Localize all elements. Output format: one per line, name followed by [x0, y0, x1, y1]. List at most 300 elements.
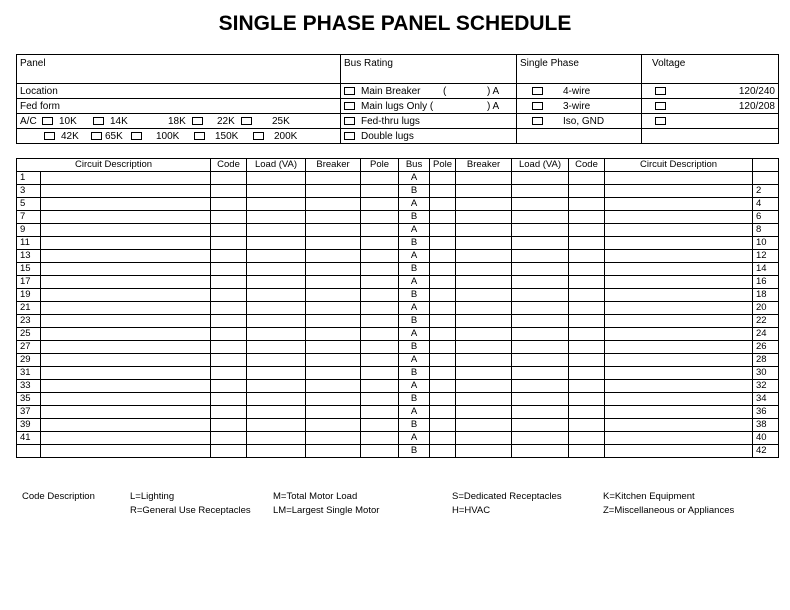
pole-left[interactable]: [361, 224, 399, 237]
load-right[interactable]: [512, 289, 569, 302]
load-right[interactable]: [512, 406, 569, 419]
code-right[interactable]: [569, 302, 605, 315]
code-right[interactable]: [569, 445, 605, 458]
rating-150k-checkbox[interactable]: [194, 132, 205, 140]
breaker-left[interactable]: [306, 406, 361, 419]
load-right[interactable]: [512, 263, 569, 276]
main-breaker-checkbox[interactable]: [344, 87, 355, 95]
breaker-left[interactable]: [306, 419, 361, 432]
pole-right[interactable]: [430, 354, 456, 367]
breaker-right[interactable]: [456, 315, 512, 328]
code-right[interactable]: [569, 393, 605, 406]
voltage-120-208-checkbox[interactable]: [655, 102, 666, 110]
voltage-blank-option[interactable]: [642, 114, 779, 129]
pole-right[interactable]: [430, 328, 456, 341]
circuit-description-right[interactable]: [605, 315, 753, 328]
bus-cell: B: [399, 419, 430, 432]
load-right[interactable]: [512, 367, 569, 380]
load-left[interactable]: [247, 224, 306, 237]
circuit-description-left[interactable]: [41, 393, 211, 406]
fed-thru-option[interactable]: [341, 114, 517, 129]
bus-cell: A: [399, 380, 430, 393]
load-left[interactable]: [247, 419, 306, 432]
code-right[interactable]: [569, 419, 605, 432]
three-wire-option[interactable]: [517, 99, 642, 114]
table-row: [17, 419, 779, 432]
three-wire-checkbox[interactable]: [532, 102, 543, 110]
circuit-description-left[interactable]: [41, 276, 211, 289]
load-left[interactable]: [247, 198, 306, 211]
circuit-description-right[interactable]: [605, 328, 753, 341]
rating-22k-checkbox[interactable]: [241, 117, 252, 125]
pole-right[interactable]: [430, 198, 456, 211]
breaker-left[interactable]: [306, 445, 361, 458]
pole-left[interactable]: [361, 406, 399, 419]
load-left[interactable]: [247, 367, 306, 380]
table-row: [17, 354, 779, 367]
breaker-left[interactable]: [306, 302, 361, 315]
rating-100k-checkbox[interactable]: [131, 132, 142, 140]
breaker-left[interactable]: [306, 341, 361, 354]
pole-right[interactable]: [430, 380, 456, 393]
pole-right[interactable]: [430, 263, 456, 276]
header-load-left: Load (VA): [247, 159, 306, 172]
circuit-description-left[interactable]: [41, 354, 211, 367]
table-row: [17, 263, 779, 276]
code-left[interactable]: [211, 224, 247, 237]
circuit-description-right[interactable]: [605, 419, 753, 432]
breaker-right[interactable]: [456, 289, 512, 302]
pole-left[interactable]: [361, 302, 399, 315]
code-right[interactable]: [569, 406, 605, 419]
load-left[interactable]: [247, 328, 306, 341]
breaker-left[interactable]: [306, 224, 361, 237]
circuit-description-left[interactable]: [41, 185, 211, 198]
breaker-left[interactable]: [306, 276, 361, 289]
circuit-description-right[interactable]: [605, 185, 753, 198]
breaker-right[interactable]: [456, 276, 512, 289]
breaker-left[interactable]: [306, 211, 361, 224]
pole-left[interactable]: [361, 354, 399, 367]
circuit-description-left[interactable]: [41, 172, 211, 185]
load-left[interactable]: [247, 185, 306, 198]
breaker-right[interactable]: [456, 185, 512, 198]
pole-right[interactable]: [430, 302, 456, 315]
circuit-description-left[interactable]: [41, 198, 211, 211]
circuit-description-left[interactable]: [41, 341, 211, 354]
bus-cell: A: [399, 302, 430, 315]
pole-right[interactable]: [430, 289, 456, 302]
main-breaker-unit: ) A: [487, 85, 500, 97]
load-left[interactable]: [247, 432, 306, 445]
breaker-right[interactable]: [456, 354, 512, 367]
pole-right[interactable]: [430, 211, 456, 224]
rating-42k-checkbox[interactable]: [44, 132, 55, 140]
code-right[interactable]: [569, 185, 605, 198]
pole-right[interactable]: [430, 315, 456, 328]
rating-14k-checkbox[interactable]: [93, 117, 104, 125]
load-left[interactable]: [247, 341, 306, 354]
code-right[interactable]: [569, 237, 605, 250]
code-description-label: Code Description: [22, 491, 95, 502]
pole-left[interactable]: [361, 419, 399, 432]
pole-left[interactable]: [361, 432, 399, 445]
breaker-left[interactable]: [306, 354, 361, 367]
pole-right[interactable]: [430, 224, 456, 237]
voltage-120-240-checkbox[interactable]: [655, 87, 666, 95]
bus-cell: A: [399, 406, 430, 419]
load-left[interactable]: [247, 393, 306, 406]
circuit-number-right: 14: [753, 263, 779, 276]
rating-42k-text: 42K: [61, 130, 79, 142]
voltage-120-208-option[interactable]: [642, 99, 779, 114]
circuit-description-left[interactable]: [41, 237, 211, 250]
load-left[interactable]: [247, 263, 306, 276]
ac-label: A/C: [20, 115, 37, 127]
bus-cell: B: [399, 367, 430, 380]
circuit-number-left: 11: [17, 237, 41, 250]
load-left[interactable]: [247, 289, 306, 302]
header-code-right: Code: [569, 159, 605, 172]
code-right[interactable]: [569, 354, 605, 367]
pole-right[interactable]: [430, 276, 456, 289]
pole-left[interactable]: [361, 341, 399, 354]
load-right[interactable]: [512, 315, 569, 328]
pole-left[interactable]: [361, 263, 399, 276]
main-lugs-checkbox[interactable]: [344, 102, 355, 110]
voltage-120-208-text: 120/208: [738, 100, 775, 112]
breaker-left[interactable]: [306, 380, 361, 393]
code-left[interactable]: [211, 432, 247, 445]
circuit-description-right[interactable]: [605, 393, 753, 406]
pole-left[interactable]: [361, 211, 399, 224]
pole-right[interactable]: [430, 237, 456, 250]
fed-thru-checkbox[interactable]: [344, 117, 355, 125]
circuit-description-left[interactable]: [41, 250, 211, 263]
pole-right[interactable]: [430, 185, 456, 198]
circuit-description-right[interactable]: [605, 263, 753, 276]
breaker-left[interactable]: [306, 289, 361, 302]
circuit-number-left: 25: [17, 328, 41, 341]
load-left[interactable]: [247, 276, 306, 289]
rating-14k-text: 14K: [110, 115, 128, 127]
circuit-description-right[interactable]: [605, 250, 753, 263]
pole-right[interactable]: [430, 172, 456, 185]
breaker-left[interactable]: [306, 367, 361, 380]
code-left[interactable]: [211, 250, 247, 263]
code-left[interactable]: [211, 406, 247, 419]
breaker-right[interactable]: [456, 367, 512, 380]
breaker-left[interactable]: [306, 328, 361, 341]
circuit-number-right: 28: [753, 354, 779, 367]
breaker-right[interactable]: [456, 198, 512, 211]
code-left[interactable]: [211, 237, 247, 250]
circuit-description-right[interactable]: [605, 406, 753, 419]
code-right[interactable]: [569, 380, 605, 393]
code-left[interactable]: [211, 380, 247, 393]
code-right[interactable]: [569, 172, 605, 185]
load-left[interactable]: [247, 380, 306, 393]
load-left[interactable]: [247, 172, 306, 185]
legend-misc: Z=Miscellaneous or Appliances: [603, 505, 735, 516]
pole-right[interactable]: [430, 445, 456, 458]
ac-rating-row-2[interactable]: [17, 129, 341, 144]
table-row: [17, 250, 779, 263]
code-right[interactable]: [569, 250, 605, 263]
breaker-right[interactable]: [456, 237, 512, 250]
code-right[interactable]: [569, 211, 605, 224]
code-left[interactable]: [211, 289, 247, 302]
breaker-left[interactable]: [306, 172, 361, 185]
pole-left[interactable]: [361, 289, 399, 302]
circuit-description-left[interactable]: [41, 224, 211, 237]
breaker-right[interactable]: [456, 445, 512, 458]
rating-10k-checkbox[interactable]: [42, 117, 53, 125]
circuit-number-left: 15: [17, 263, 41, 276]
circuit-description-left[interactable]: [41, 380, 211, 393]
breaker-right[interactable]: [456, 393, 512, 406]
four-wire-checkbox[interactable]: [532, 87, 543, 95]
bus-cell: B: [399, 237, 430, 250]
code-left[interactable]: [211, 185, 247, 198]
voltage-120-240-option[interactable]: [642, 84, 779, 99]
code-left[interactable]: [211, 302, 247, 315]
code-right[interactable]: [569, 289, 605, 302]
code-left[interactable]: [211, 172, 247, 185]
breaker-right[interactable]: [456, 380, 512, 393]
pole-left[interactable]: [361, 445, 399, 458]
pole-right[interactable]: [430, 419, 456, 432]
legend-largest-motor: LM=Largest Single Motor: [273, 505, 380, 516]
pole-left[interactable]: [361, 276, 399, 289]
load-right[interactable]: [512, 250, 569, 263]
circuit-description-left[interactable]: [41, 445, 211, 458]
load-right[interactable]: [512, 354, 569, 367]
pole-left[interactable]: [361, 328, 399, 341]
circuit-description-left[interactable]: [41, 432, 211, 445]
ac-rating-row-1[interactable]: [17, 114, 341, 129]
breaker-right[interactable]: [456, 302, 512, 315]
circuit-description-left[interactable]: [41, 211, 211, 224]
circuit-description-right[interactable]: [605, 289, 753, 302]
circuit-description-right[interactable]: [605, 276, 753, 289]
load-left[interactable]: [247, 406, 306, 419]
table-row: [17, 185, 779, 198]
circuit-number-left: 21: [17, 302, 41, 315]
circuit-number-right: 8: [753, 224, 779, 237]
double-lugs-option[interactable]: [341, 129, 517, 144]
circuit-description-left[interactable]: [41, 302, 211, 315]
rating-200k-checkbox[interactable]: [253, 132, 264, 140]
code-left[interactable]: [211, 419, 247, 432]
code-right[interactable]: [569, 432, 605, 445]
breaker-right[interactable]: [456, 172, 512, 185]
circuit-number-right: 38: [753, 419, 779, 432]
breaker-left[interactable]: [306, 263, 361, 276]
load-left[interactable]: [247, 211, 306, 224]
circuit-description-right[interactable]: [605, 211, 753, 224]
code-left[interactable]: [211, 445, 247, 458]
circuit-description-right[interactable]: [605, 198, 753, 211]
breaker-right[interactable]: [456, 328, 512, 341]
load-left[interactable]: [247, 354, 306, 367]
circuit-description-right[interactable]: [605, 237, 753, 250]
circuit-description-right[interactable]: [605, 432, 753, 445]
breaker-right[interactable]: [456, 432, 512, 445]
pole-left[interactable]: [361, 393, 399, 406]
circuit-description-left[interactable]: [41, 315, 211, 328]
circuit-description-right[interactable]: [605, 224, 753, 237]
breaker-right[interactable]: [456, 406, 512, 419]
breaker-left[interactable]: [306, 315, 361, 328]
main-breaker-option[interactable]: [341, 84, 517, 99]
pole-right[interactable]: [430, 250, 456, 263]
code-left[interactable]: [211, 276, 247, 289]
code-left[interactable]: [211, 211, 247, 224]
main-lugs-option[interactable]: [341, 99, 517, 114]
header-breaker-right: Breaker: [456, 159, 512, 172]
code-left[interactable]: [211, 367, 247, 380]
load-right[interactable]: [512, 237, 569, 250]
load-right[interactable]: [512, 419, 569, 432]
breaker-left[interactable]: [306, 185, 361, 198]
rating-65k-checkbox[interactable]: [91, 132, 102, 140]
load-left[interactable]: [247, 302, 306, 315]
circuit-description-left[interactable]: [41, 328, 211, 341]
breaker-left[interactable]: [306, 237, 361, 250]
pole-right[interactable]: [430, 341, 456, 354]
code-right[interactable]: [569, 341, 605, 354]
breaker-left[interactable]: [306, 198, 361, 211]
load-left[interactable]: [247, 237, 306, 250]
code-left[interactable]: [211, 341, 247, 354]
circuit-description-left[interactable]: [41, 289, 211, 302]
code-right[interactable]: [569, 198, 605, 211]
load-right[interactable]: [512, 393, 569, 406]
iso-gnd-checkbox[interactable]: [532, 117, 543, 125]
circuit-number-left: 37: [17, 406, 41, 419]
iso-gnd-option[interactable]: [517, 114, 642, 129]
breaker-left[interactable]: [306, 393, 361, 406]
pole-left[interactable]: [361, 185, 399, 198]
breaker-left[interactable]: [306, 250, 361, 263]
circuit-number-right: 40: [753, 432, 779, 445]
load-right[interactable]: [512, 185, 569, 198]
pole-right[interactable]: [430, 367, 456, 380]
circuit-description-right[interactable]: [605, 354, 753, 367]
load-left[interactable]: [247, 315, 306, 328]
load-right[interactable]: [512, 380, 569, 393]
fed-form-label[interactable]: Fed form: [17, 99, 341, 114]
load-right[interactable]: [512, 341, 569, 354]
circuit-table: [16, 158, 779, 458]
circuit-number-right: 36: [753, 406, 779, 419]
circuit-description-right[interactable]: [605, 341, 753, 354]
load-right[interactable]: [512, 432, 569, 445]
circuit-number-right: 6: [753, 211, 779, 224]
double-lugs-checkbox[interactable]: [344, 132, 355, 140]
circuit-description-left[interactable]: [41, 419, 211, 432]
circuit-description-right[interactable]: [605, 302, 753, 315]
pole-left[interactable]: [361, 237, 399, 250]
circuit-description-right[interactable]: [605, 367, 753, 380]
pole-left[interactable]: [361, 250, 399, 263]
location-label[interactable]: Location: [17, 84, 341, 99]
load-right[interactable]: [512, 302, 569, 315]
rating-22k-text: 22K: [217, 115, 235, 127]
breaker-right[interactable]: [456, 263, 512, 276]
pole-right[interactable]: [430, 432, 456, 445]
pole-left[interactable]: [361, 198, 399, 211]
circuit-number-right: 22: [753, 315, 779, 328]
four-wire-option[interactable]: [517, 84, 642, 99]
circuit-description-left[interactable]: [41, 406, 211, 419]
circuit-description-right[interactable]: [605, 172, 753, 185]
pole-left[interactable]: [361, 172, 399, 185]
load-right[interactable]: [512, 445, 569, 458]
panel-label[interactable]: Panel: [17, 55, 341, 84]
breaker-right[interactable]: [456, 419, 512, 432]
pole-right[interactable]: [430, 393, 456, 406]
rating-18k-checkbox[interactable]: [192, 117, 203, 125]
pole-right[interactable]: [430, 406, 456, 419]
breaker-left[interactable]: [306, 432, 361, 445]
code-right[interactable]: [569, 328, 605, 341]
breaker-right[interactable]: [456, 211, 512, 224]
pole-left[interactable]: [361, 315, 399, 328]
code-right[interactable]: [569, 263, 605, 276]
circuit-number-left: 31: [17, 367, 41, 380]
iso-gnd-text: Iso, GND: [563, 115, 605, 127]
load-right[interactable]: [512, 224, 569, 237]
circuit-number-left: 5: [17, 198, 41, 211]
code-left[interactable]: [211, 393, 247, 406]
load-right[interactable]: [512, 276, 569, 289]
circuit-description-left[interactable]: [41, 263, 211, 276]
code-right[interactable]: [569, 224, 605, 237]
circuit-number-left: 41: [17, 432, 41, 445]
circuit-description-right[interactable]: [605, 380, 753, 393]
code-left[interactable]: [211, 315, 247, 328]
code-right[interactable]: [569, 276, 605, 289]
code-right[interactable]: [569, 315, 605, 328]
voltage-blank-checkbox[interactable]: [655, 117, 666, 125]
load-right[interactable]: [512, 328, 569, 341]
code-right[interactable]: [569, 367, 605, 380]
bus-cell: A: [399, 172, 430, 185]
code-left[interactable]: [211, 328, 247, 341]
code-left[interactable]: [211, 263, 247, 276]
load-left[interactable]: [247, 445, 306, 458]
load-right[interactable]: [512, 172, 569, 185]
code-left[interactable]: [211, 354, 247, 367]
circuit-description-left[interactable]: [41, 367, 211, 380]
circuit-description-right[interactable]: [605, 445, 753, 458]
load-right[interactable]: [512, 198, 569, 211]
circuit-number-right: 16: [753, 276, 779, 289]
pole-left[interactable]: [361, 367, 399, 380]
breaker-right[interactable]: [456, 224, 512, 237]
circuit-rows: [17, 172, 779, 458]
pole-left[interactable]: [361, 380, 399, 393]
code-left[interactable]: [211, 198, 247, 211]
rating-25k-text: 25K: [272, 115, 290, 127]
load-right[interactable]: [512, 211, 569, 224]
breaker-right[interactable]: [456, 250, 512, 263]
breaker-right[interactable]: [456, 341, 512, 354]
bus-cell: B: [399, 445, 430, 458]
load-left[interactable]: [247, 250, 306, 263]
